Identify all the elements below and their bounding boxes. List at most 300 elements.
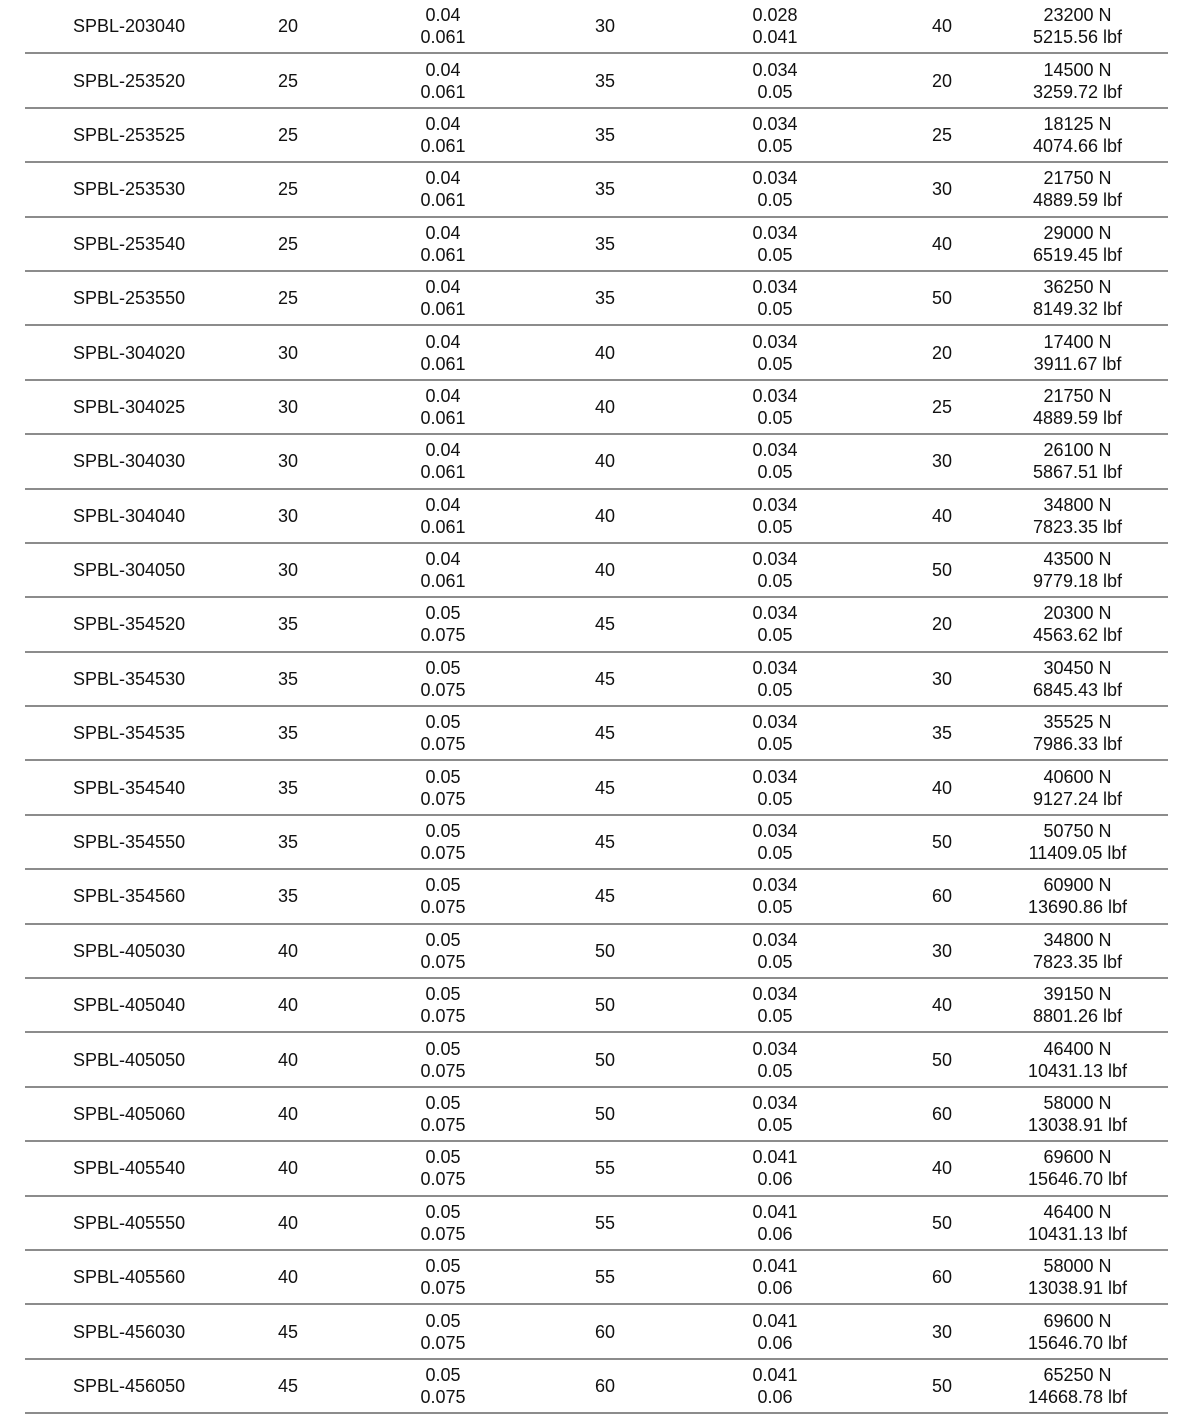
outer-tolerance-max: 0.06 <box>757 1332 793 1353</box>
outer-tolerance-cell <box>725 109 825 161</box>
length-cell <box>897 1305 987 1357</box>
load-capacity-cell <box>1000 1142 1155 1194</box>
outer-diameter-cell <box>560 272 650 324</box>
outer-tolerance-min: 0.034 <box>752 821 798 842</box>
length: 40 <box>931 505 953 526</box>
outer-tolerance-cell <box>725 272 825 324</box>
inner-diameter-cell <box>243 435 333 487</box>
length-cell <box>897 435 987 487</box>
load-capacity-cell <box>1000 54 1155 106</box>
inner-diameter: 25 <box>277 70 299 91</box>
length-cell <box>897 218 987 270</box>
inner-diameter: 25 <box>277 233 299 254</box>
outer-diameter: 50 <box>594 940 616 961</box>
outer-tolerance-max: 0.06 <box>757 1278 793 1299</box>
inner-diameter: 25 <box>277 179 299 200</box>
outer-tolerance-max: 0.05 <box>757 571 793 592</box>
load-capacity-lbf: 8801.26 lbf <box>1032 1006 1123 1027</box>
inner-tolerance-min: 0.04 <box>425 385 461 406</box>
inner-diameter-cell <box>243 816 333 868</box>
inner-tolerance-min: 0.04 <box>425 331 461 352</box>
inner-diameter: 25 <box>277 288 299 309</box>
table-row <box>25 326 1168 380</box>
outer-diameter-cell <box>560 816 650 868</box>
outer-tolerance-max: 0.05 <box>757 353 793 374</box>
part-number-cell <box>73 1251 253 1303</box>
inner-diameter-cell <box>243 870 333 922</box>
inner-tolerance-min: 0.05 <box>425 1093 461 1113</box>
load-capacity-cell <box>1000 163 1155 215</box>
part-number: SPBL-405040 <box>73 995 186 1016</box>
inner-diameter: 25 <box>277 124 299 145</box>
outer-diameter: 55 <box>594 1267 616 1288</box>
outer-diameter-cell <box>560 653 650 705</box>
inner-tolerance-min: 0.05 <box>425 657 461 678</box>
load-capacity-cell <box>1000 1360 1155 1412</box>
outer-tolerance-max: 0.05 <box>757 462 793 483</box>
inner-diameter-cell <box>243 272 333 324</box>
load-capacity-lbf: 4889.59 lbf <box>1032 407 1123 428</box>
outer-diameter: 35 <box>594 179 616 200</box>
part-number-cell <box>73 218 253 270</box>
outer-tolerance-min: 0.034 <box>752 440 798 461</box>
inner-tolerance-cell <box>393 1197 493 1249</box>
load-capacity-lbf: 9779.18 lbf <box>1032 571 1123 592</box>
part-number: SPBL-354550 <box>73 832 186 853</box>
table-row <box>25 272 1168 326</box>
inner-diameter-cell <box>243 1305 333 1357</box>
outer-tolerance-min: 0.034 <box>752 277 798 298</box>
inner-tolerance-min: 0.04 <box>425 549 461 570</box>
inner-diameter: 35 <box>277 723 299 744</box>
outer-diameter-cell <box>560 979 650 1031</box>
inner-diameter-cell <box>243 218 333 270</box>
outer-diameter-cell <box>560 761 650 813</box>
part-number-cell <box>73 707 253 759</box>
load-capacity-newton: 17400 N <box>1043 331 1112 352</box>
length-cell <box>897 653 987 705</box>
part-number-cell <box>73 544 253 596</box>
load-capacity-cell <box>1000 1251 1155 1303</box>
length: 30 <box>931 668 953 689</box>
load-capacity-newton: 14500 N <box>1043 59 1112 80</box>
outer-diameter: 35 <box>594 233 616 254</box>
outer-tolerance-max: 0.05 <box>757 81 793 102</box>
load-capacity-cell <box>1000 326 1155 378</box>
inner-tolerance-max: 0.075 <box>420 679 466 700</box>
inner-tolerance-max: 0.061 <box>420 571 466 592</box>
outer-diameter: 55 <box>594 1158 616 1179</box>
outer-diameter-cell <box>560 598 650 650</box>
load-capacity-cell <box>1000 109 1155 161</box>
outer-tolerance-cell <box>725 979 825 1031</box>
inner-tolerance-cell <box>393 1033 493 1085</box>
inner-tolerance-min: 0.05 <box>425 712 461 733</box>
inner-tolerance-min: 0.05 <box>425 603 461 624</box>
table-row <box>25 707 1168 761</box>
outer-tolerance-cell <box>725 707 825 759</box>
load-capacity-lbf: 8149.32 lbf <box>1032 299 1123 320</box>
inner-diameter: 30 <box>277 505 299 526</box>
length: 20 <box>931 342 953 363</box>
load-capacity-newton: 21750 N <box>1043 168 1112 189</box>
load-capacity-lbf: 14668.78 lbf <box>1027 1386 1128 1407</box>
load-capacity-cell <box>1000 707 1155 759</box>
length-cell <box>897 490 987 542</box>
load-capacity-newton: 20300 N <box>1043 603 1112 624</box>
part-number-cell <box>73 1305 253 1357</box>
part-number: SPBL-253540 <box>73 233 186 254</box>
inner-diameter: 35 <box>277 777 299 798</box>
inner-tolerance-min: 0.04 <box>425 222 461 243</box>
part-number: SPBL-354530 <box>73 668 186 689</box>
outer-diameter-cell <box>560 1251 650 1303</box>
length-cell <box>897 816 987 868</box>
inner-tolerance-max: 0.061 <box>420 462 466 483</box>
outer-tolerance-cell <box>725 870 825 922</box>
outer-tolerance-min: 0.034 <box>752 929 798 950</box>
length: 20 <box>931 614 953 635</box>
outer-tolerance-max: 0.05 <box>757 244 793 265</box>
outer-tolerance-min: 0.034 <box>752 59 798 80</box>
inner-diameter-cell <box>243 54 333 106</box>
inner-diameter-cell <box>243 0 333 52</box>
part-number: SPBL-456030 <box>73 1321 186 1342</box>
length: 25 <box>931 396 953 417</box>
load-capacity-lbf: 4074.66 lbf <box>1032 135 1123 156</box>
outer-tolerance-cell <box>725 326 825 378</box>
load-capacity-cell <box>1000 1088 1155 1140</box>
outer-tolerance-max: 0.05 <box>757 788 793 809</box>
outer-tolerance-cell <box>725 925 825 977</box>
table-row <box>25 598 1168 652</box>
outer-tolerance-max: 0.05 <box>757 897 793 918</box>
inner-diameter-cell <box>243 163 333 215</box>
load-capacity-newton: 36250 N <box>1043 277 1112 298</box>
length-cell <box>897 870 987 922</box>
length-cell <box>897 381 987 433</box>
inner-diameter: 40 <box>277 1267 299 1288</box>
outer-tolerance-min: 0.034 <box>752 494 798 515</box>
outer-diameter-cell <box>560 163 650 215</box>
inner-diameter: 40 <box>277 1212 299 1233</box>
outer-diameter: 40 <box>594 396 616 417</box>
inner-diameter: 40 <box>277 995 299 1016</box>
inner-tolerance-min: 0.05 <box>425 875 461 896</box>
load-capacity-cell <box>1000 435 1155 487</box>
outer-diameter: 50 <box>594 995 616 1016</box>
inner-tolerance-cell <box>393 1142 493 1194</box>
outer-diameter: 50 <box>594 1049 616 1070</box>
inner-tolerance-cell <box>393 1360 493 1412</box>
inner-tolerance-cell <box>393 1251 493 1303</box>
load-capacity-lbf: 11409.05 lbf <box>1028 843 1127 864</box>
inner-diameter: 40 <box>277 940 299 961</box>
load-capacity-newton: 69600 N <box>1043 1310 1112 1331</box>
length: 40 <box>931 1158 953 1179</box>
length: 40 <box>931 995 953 1016</box>
part-number-cell <box>73 816 253 868</box>
outer-diameter: 35 <box>594 70 616 91</box>
outer-diameter-cell <box>560 0 650 52</box>
length-cell <box>897 272 987 324</box>
part-number: SPBL-405050 <box>73 1049 186 1070</box>
outer-tolerance-max: 0.05 <box>757 407 793 428</box>
outer-diameter-cell <box>560 707 650 759</box>
length: 60 <box>931 1267 953 1288</box>
inner-diameter: 30 <box>277 396 299 417</box>
length-cell <box>897 1360 987 1412</box>
outer-diameter: 45 <box>594 832 616 853</box>
outer-tolerance-cell <box>725 54 825 106</box>
inner-diameter: 35 <box>277 614 299 635</box>
inner-tolerance-max: 0.075 <box>420 1169 466 1190</box>
length-cell <box>897 1088 987 1140</box>
part-number: SPBL-304050 <box>73 560 186 581</box>
table-row <box>25 1088 1168 1142</box>
part-number: SPBL-304040 <box>73 505 186 526</box>
inner-tolerance-cell <box>393 163 493 215</box>
load-capacity-newton: 26100 N <box>1043 440 1112 461</box>
inner-tolerance-min: 0.05 <box>425 929 461 950</box>
inner-tolerance-cell <box>393 272 493 324</box>
inner-tolerance-max: 0.061 <box>420 516 466 537</box>
outer-tolerance-cell <box>725 1142 825 1194</box>
inner-tolerance-cell <box>393 1088 493 1140</box>
outer-diameter: 60 <box>594 1321 616 1342</box>
inner-tolerance-cell <box>393 925 493 977</box>
load-capacity-newton: 46400 N <box>1043 1038 1112 1059</box>
load-capacity-lbf: 7823.35 lbf <box>1032 516 1123 537</box>
inner-tolerance-cell <box>393 653 493 705</box>
part-number: SPBL-304020 <box>73 342 186 363</box>
table-row <box>25 1033 1168 1087</box>
outer-diameter-cell <box>560 1033 650 1085</box>
outer-tolerance-min: 0.034 <box>752 766 798 787</box>
inner-tolerance-min: 0.05 <box>425 1038 461 1059</box>
load-capacity-cell <box>1000 272 1155 324</box>
load-capacity-newton: 69600 N <box>1043 1147 1112 1168</box>
load-capacity-lbf: 5867.51 lbf <box>1032 462 1123 483</box>
load-capacity-newton: 39150 N <box>1043 984 1112 1005</box>
inner-diameter: 30 <box>277 451 299 472</box>
inner-tolerance-cell <box>393 490 493 542</box>
outer-diameter: 55 <box>594 1212 616 1233</box>
length: 50 <box>931 1375 953 1396</box>
load-capacity-lbf: 9127.24 lbf <box>1032 788 1123 809</box>
length-cell <box>897 598 987 650</box>
load-capacity-lbf: 6845.43 lbf <box>1032 679 1123 700</box>
inner-diameter: 20 <box>277 16 299 37</box>
load-capacity-lbf: 6519.45 lbf <box>1032 244 1123 265</box>
outer-tolerance-max: 0.05 <box>757 679 793 700</box>
inner-diameter: 30 <box>277 342 299 363</box>
outer-diameter-cell <box>560 1360 650 1412</box>
table-row <box>25 1305 1168 1359</box>
load-capacity-cell <box>1000 870 1155 922</box>
load-capacity-cell <box>1000 653 1155 705</box>
length-cell <box>897 707 987 759</box>
part-number: SPBL-354535 <box>73 723 186 744</box>
length-cell <box>897 1033 987 1085</box>
outer-diameter-cell <box>560 1305 650 1357</box>
outer-diameter: 40 <box>594 560 616 581</box>
outer-diameter-cell <box>560 925 650 977</box>
outer-tolerance-max: 0.05 <box>757 1006 793 1027</box>
outer-diameter-cell <box>560 218 650 270</box>
inner-tolerance-max: 0.075 <box>420 625 466 646</box>
length-cell <box>897 979 987 1031</box>
load-capacity-newton: 23200 N <box>1043 5 1112 26</box>
inner-tolerance-min: 0.04 <box>425 59 461 80</box>
inner-tolerance-cell <box>393 326 493 378</box>
load-capacity-newton: 58000 N <box>1043 1256 1112 1277</box>
part-number: SPBL-405560 <box>73 1267 186 1288</box>
outer-tolerance-cell <box>725 761 825 813</box>
length-cell <box>897 1142 987 1194</box>
outer-tolerance-cell <box>725 163 825 215</box>
length: 25 <box>931 124 953 145</box>
outer-tolerance-min: 0.041 <box>752 1364 798 1385</box>
inner-diameter-cell <box>243 326 333 378</box>
inner-diameter-cell <box>243 1360 333 1412</box>
part-number-cell <box>73 1088 253 1140</box>
inner-diameter-cell <box>243 761 333 813</box>
outer-tolerance-cell <box>725 816 825 868</box>
inner-tolerance-cell <box>393 381 493 433</box>
load-capacity-newton: 35525 N <box>1043 712 1112 733</box>
table-row <box>25 544 1168 598</box>
table-row <box>25 816 1168 870</box>
inner-diameter: 40 <box>277 1104 299 1124</box>
inner-tolerance-min: 0.04 <box>425 113 461 134</box>
inner-tolerance-cell <box>393 979 493 1031</box>
part-number-cell <box>73 979 253 1031</box>
load-capacity-cell <box>1000 1033 1155 1085</box>
outer-tolerance-cell <box>725 1360 825 1412</box>
inner-tolerance-cell <box>393 435 493 487</box>
load-capacity-lbf: 3911.67 lbf <box>1033 353 1122 374</box>
length-cell <box>897 925 987 977</box>
inner-tolerance-cell <box>393 870 493 922</box>
length-cell <box>897 0 987 52</box>
part-number-cell <box>73 381 253 433</box>
outer-diameter-cell <box>560 1197 650 1249</box>
outer-tolerance-min: 0.034 <box>752 331 798 352</box>
outer-diameter: 40 <box>594 505 616 526</box>
outer-diameter-cell <box>560 544 650 596</box>
part-number-cell <box>73 598 253 650</box>
table-row <box>25 381 1168 435</box>
length-cell <box>897 163 987 215</box>
load-capacity-cell <box>1000 598 1155 650</box>
table-row <box>25 109 1168 163</box>
length: 40 <box>931 233 953 254</box>
outer-tolerance-min: 0.041 <box>752 1310 798 1331</box>
outer-diameter-cell <box>560 490 650 542</box>
load-capacity-cell <box>1000 1305 1155 1357</box>
outer-tolerance-cell <box>725 1251 825 1303</box>
outer-diameter: 45 <box>594 614 616 635</box>
inner-tolerance-cell <box>393 707 493 759</box>
inner-tolerance-max: 0.061 <box>420 299 466 320</box>
inner-diameter-cell <box>243 653 333 705</box>
part-number: SPBL-405030 <box>73 940 186 961</box>
load-capacity-cell <box>1000 761 1155 813</box>
inner-diameter-cell <box>243 109 333 161</box>
inner-diameter-cell <box>243 381 333 433</box>
inner-tolerance-cell <box>393 0 493 52</box>
outer-tolerance-max: 0.05 <box>757 843 793 864</box>
inner-tolerance-cell <box>393 109 493 161</box>
outer-tolerance-min: 0.034 <box>752 1038 798 1059</box>
outer-tolerance-cell <box>725 218 825 270</box>
inner-tolerance-max: 0.075 <box>420 1223 466 1244</box>
load-capacity-cell <box>1000 490 1155 542</box>
outer-tolerance-min: 0.034 <box>752 875 798 896</box>
load-capacity-newton: 43500 N <box>1043 549 1112 570</box>
load-capacity-lbf: 4889.59 lbf <box>1032 190 1123 211</box>
inner-diameter-cell <box>243 544 333 596</box>
inner-tolerance-min: 0.05 <box>425 1147 461 1168</box>
inner-tolerance-cell <box>393 761 493 813</box>
inner-tolerance-max: 0.061 <box>420 353 466 374</box>
outer-tolerance-cell <box>725 0 825 52</box>
table-row <box>25 1251 1168 1305</box>
length: 50 <box>931 1049 953 1070</box>
outer-tolerance-max: 0.05 <box>757 516 793 537</box>
table-row <box>25 925 1168 979</box>
load-capacity-newton: 40600 N <box>1043 766 1112 787</box>
table-row <box>25 490 1168 544</box>
outer-diameter: 45 <box>594 668 616 689</box>
table-row <box>25 870 1168 924</box>
length: 35 <box>931 723 953 744</box>
inner-tolerance-min: 0.04 <box>425 168 461 189</box>
inner-diameter-cell <box>243 1251 333 1303</box>
inner-tolerance-cell <box>393 544 493 596</box>
load-capacity-lbf: 13690.86 lbf <box>1027 897 1128 918</box>
outer-diameter: 40 <box>594 342 616 363</box>
inner-tolerance-min: 0.05 <box>425 1310 461 1331</box>
inner-tolerance-cell <box>393 1305 493 1357</box>
inner-tolerance-min: 0.05 <box>425 1256 461 1277</box>
outer-diameter: 35 <box>594 124 616 145</box>
inner-tolerance-cell <box>393 218 493 270</box>
outer-tolerance-min: 0.034 <box>752 549 798 570</box>
outer-tolerance-min: 0.034 <box>752 1093 798 1113</box>
load-capacity-newton: 58000 N <box>1043 1093 1112 1113</box>
part-number: SPBL-304030 <box>73 451 186 472</box>
outer-diameter-cell <box>560 54 650 106</box>
table-row <box>25 1360 1168 1414</box>
part-number: SPBL-354560 <box>73 886 186 907</box>
length: 30 <box>931 940 953 961</box>
outer-tolerance-max: 0.06 <box>757 1386 793 1407</box>
part-number: SPBL-354540 <box>73 777 186 798</box>
outer-tolerance-cell <box>725 598 825 650</box>
outer-tolerance-max: 0.05 <box>757 734 793 755</box>
inner-diameter: 45 <box>277 1375 299 1396</box>
part-number-cell <box>73 435 253 487</box>
inner-tolerance-min: 0.04 <box>425 440 461 461</box>
load-capacity-cell <box>1000 816 1155 868</box>
load-capacity-newton: 34800 N <box>1043 929 1112 950</box>
inner-tolerance-max: 0.075 <box>420 734 466 755</box>
inner-tolerance-max: 0.061 <box>420 190 466 211</box>
outer-diameter-cell <box>560 435 650 487</box>
inner-diameter-cell <box>243 707 333 759</box>
